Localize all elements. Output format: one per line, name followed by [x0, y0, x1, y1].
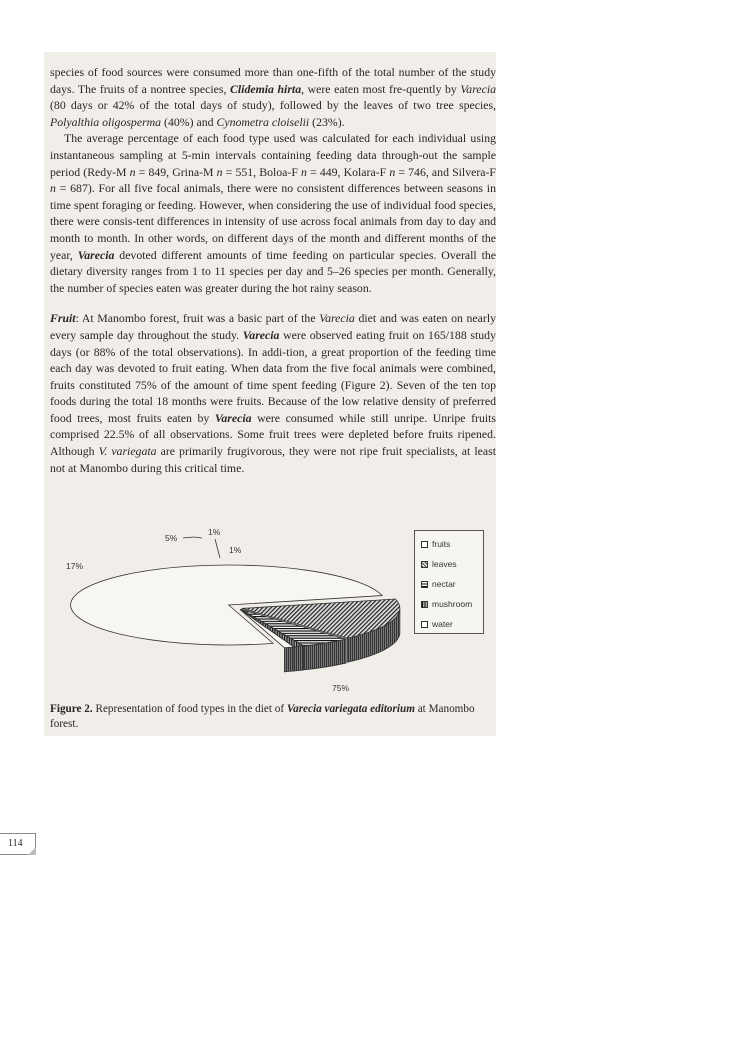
leader-line-nectar-drop — [194, 537, 202, 538]
species-name: Varecia — [77, 247, 115, 262]
legend-item-water — [421, 619, 453, 629]
sample-size-symbol: n — [216, 164, 223, 179]
figure-label: Figure 2. — [50, 703, 93, 715]
legend-label: nectar — [432, 579, 456, 589]
food-type-pie-chart — [44, 520, 414, 700]
leader-line-nectar — [183, 537, 194, 538]
species-name: Polyalthia oligosperma — [50, 114, 162, 129]
text-run: : At Manombo forest, fruit was a basic part of the — [75, 311, 320, 326]
slice-label-leaves: 17% — [66, 561, 84, 571]
body-text — [50, 64, 496, 476]
chart-legend — [414, 530, 484, 634]
leader-line-mushroom — [215, 539, 220, 558]
text-run: are primarily frugivorous, they were not ripe fruit specialists, at least not at Manombo during this critical time. — [50, 444, 496, 475]
slice-label-nectar: 5% — [165, 533, 178, 543]
text-run: = 551, Boloa-F — [222, 164, 302, 179]
text-run: diet and was eaten on nearly every sample day throughout the study. — [50, 311, 496, 342]
text-run: (23%). — [309, 114, 345, 129]
slice-label-mushroom: 1% — [208, 527, 221, 537]
text-run: were observed eating fruit on 165/188 study days (or 88% of the total observations). In addi-tion, a great proportion of the feeding time each day was devoted to fruit eating. When data from the five focal animals were combined, fruits constituted 75% of the amount of time spent feeding (Figure 2). Seven of the ten top foods during the total 18 months were fruits. Because of the low relative density of preferred food trees, most fruits eaten by — [50, 327, 496, 425]
text-run: = 449, Kolara-F — [306, 164, 390, 179]
legend-item-mushroom — [421, 599, 472, 609]
text-run: species of food sources were consumed more than one-fifth of the total number of the study days. The fruits of a nontree species, — [50, 65, 496, 96]
legend-swatch — [421, 541, 428, 548]
figure-caption — [50, 702, 496, 731]
species-name: Varecia variegata editorium — [286, 703, 415, 715]
legend-item-fruits — [421, 539, 450, 549]
species-name: Varecia — [319, 311, 355, 326]
species-name: Varecia — [242, 327, 280, 342]
slice-label-fruits: 75% — [332, 683, 350, 693]
legend-label: water — [432, 619, 453, 629]
paragraph-3 — [50, 310, 496, 476]
sample-size-symbol: n — [301, 164, 307, 179]
paragraph-2 — [50, 130, 496, 296]
legend-item-leaves — [421, 559, 457, 569]
legend-item-nectar — [421, 579, 456, 589]
species-name: Varecia — [214, 410, 252, 425]
text-run: devoted different amounts of time feeding on particular species. Overall the dietary diversity ranges from 1 to 11 species per day and 5–26 species per month. Generally, the number of species eaten was greater during the hot rainy season. — [50, 247, 496, 295]
text-run: (80 days or 42% of the total days of study), followed by the leaves of two tree species, — [50, 98, 496, 113]
text-run: = 849, Grina-M — [135, 164, 217, 179]
legend-label: fruits — [432, 539, 451, 549]
section-run-in-heading: Fruit — [50, 311, 76, 326]
sample-size-symbol: n — [389, 164, 396, 179]
species-name: Clidemia hirta — [230, 81, 302, 96]
sample-size-symbol: n — [129, 164, 136, 179]
caption-text: at Manombo forest. — [50, 703, 475, 730]
slice-side-water — [284, 647, 294, 672]
legend-swatch — [421, 581, 428, 588]
text-run: , were eaten most fre-quently by — [301, 81, 461, 96]
legend-swatch — [421, 621, 428, 628]
species-name: V. variegata — [98, 444, 157, 459]
sample-size-symbol: n — [50, 181, 56, 196]
legend-label: mushroom — [432, 599, 473, 609]
species-name: Varecia — [460, 81, 497, 96]
page-number: 114 — [0, 833, 36, 855]
paragraph-1 — [50, 64, 496, 130]
slice-side-mushroom — [294, 646, 303, 671]
legend-swatch — [421, 601, 428, 608]
caption-text: Representation of food types in the diet of — [92, 703, 287, 715]
slice-label-water: 1% — [229, 545, 242, 555]
species-name: Cynometra cloiselii — [216, 114, 310, 129]
text-run: were consumed while still unripe. Unripe fruits comprised 22.5% of all observations. Some fruit trees were depleted before fruits ripened. Although — [50, 410, 497, 459]
text-run: The average percentage of each food type used was calculated for each individual using instantaneous sampling at 5-min intervals containing feeding data through-out the sample period (Redy-M — [50, 131, 496, 179]
legend-swatch — [421, 561, 428, 568]
text-run: = 746, and Silvera-F — [395, 164, 496, 179]
text-run: (40%) and — [161, 114, 217, 129]
legend-label: leaves — [432, 559, 457, 569]
text-run: = 687). For all five focal animals, there were no consistent differences between seasons in time spent foraging or feeding. However, when considering the use of individual food species, there were consis-tent differences in intensity of use across focal animals from day to day and month to month. In other words, on different days of the month and different months of the year, — [50, 181, 496, 262]
